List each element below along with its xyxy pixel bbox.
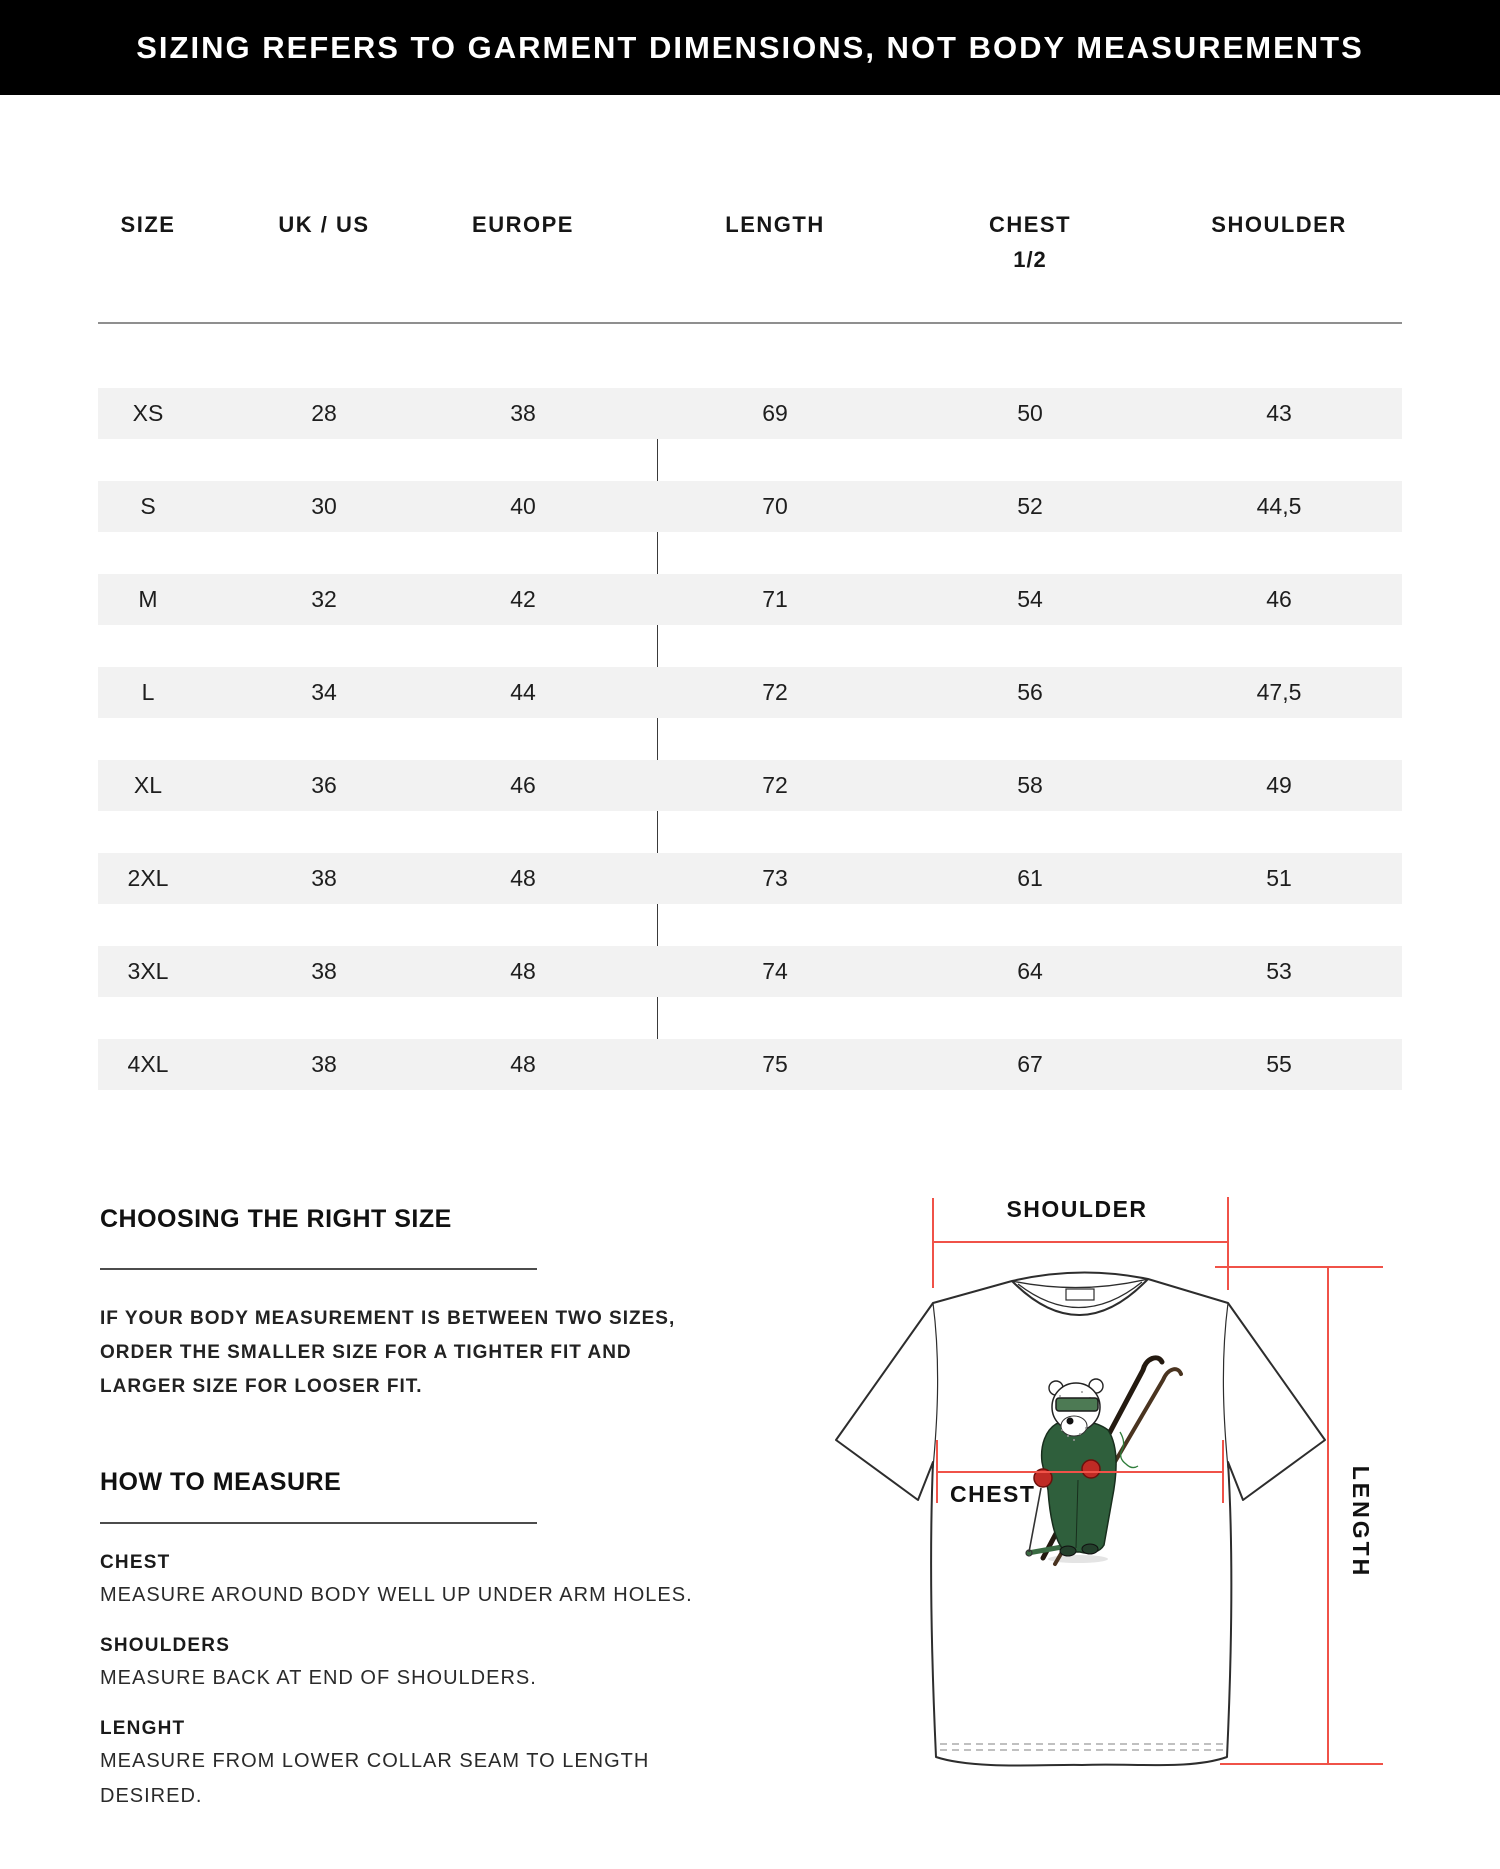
- cell-size: XL: [133, 772, 163, 798]
- table-row: [98, 667, 1402, 718]
- bear-mitten-right: [1082, 1460, 1100, 1478]
- column-header-uk-us: UK / US: [278, 212, 370, 237]
- cell-uk-us: 38: [311, 1051, 337, 1077]
- bear-boot-right: [1082, 1544, 1098, 1554]
- cell-size: XS: [132, 400, 164, 426]
- cell-length: 75: [762, 1051, 788, 1077]
- collar-size-tag: [1066, 1289, 1094, 1300]
- cell-chest-half: 61: [1017, 865, 1043, 891]
- cell-uk-us: 30: [311, 493, 337, 519]
- measure-item: [100, 1718, 693, 1814]
- cell-length: 70: [762, 493, 788, 519]
- choosing-size-title: CHOOSING THE RIGHT SIZE: [100, 1205, 452, 1233]
- top-banner: [0, 0, 1500, 95]
- cell-shoulder: 51: [1266, 865, 1292, 891]
- measure-item: [100, 1552, 693, 1613]
- cell-uk-us: 36: [311, 772, 337, 798]
- cell-size: L: [141, 679, 155, 705]
- cell-shoulder: 43: [1266, 400, 1292, 426]
- tshirt-diagram: [700, 1180, 1500, 1869]
- cell-chest-half: 56: [1017, 679, 1043, 705]
- table-row: [98, 388, 1402, 439]
- choosing-body-line: ORDER THE SMALLER SIZE FOR A TIGHTER FIT AND: [100, 1342, 632, 1363]
- cell-size: M: [138, 586, 158, 612]
- cell-length: 71: [762, 586, 788, 612]
- banner-text: SIZING REFERS TO GARMENT DIMENSIONS, NOT BODY MEASUREMENTS: [136, 29, 1364, 65]
- cell-shoulder: 44,5: [1256, 493, 1302, 519]
- table-row: [98, 574, 1402, 625]
- column-header-chest-sub: 1/2: [1013, 247, 1047, 272]
- cell-chest-half: 67: [1017, 1051, 1043, 1077]
- cell-chest-half: 54: [1017, 586, 1043, 612]
- cell-shoulder: 46: [1266, 586, 1292, 612]
- column-header-size: SIZE: [120, 212, 176, 237]
- cell-uk-us: 38: [311, 958, 337, 984]
- diagram-shoulder-label: SHOULDER: [1006, 1196, 1148, 1222]
- cell-length: 69: [762, 400, 788, 426]
- cell-chest-half: 64: [1017, 958, 1043, 984]
- header-underline: [98, 322, 1402, 324]
- choosing-body: [100, 1302, 675, 1404]
- diagram-chest-label: CHEST: [950, 1481, 1036, 1507]
- how-to-measure-title: HOW TO MEASURE: [100, 1468, 342, 1496]
- cell-europe: 42: [510, 586, 536, 612]
- choosing-body-line: IF YOUR BODY MEASUREMENT IS BETWEEN TWO SIZES,: [100, 1308, 676, 1329]
- measure-item-text: MEASURE AROUND BODY WELL UP UNDER ARM HOLES.: [100, 1584, 693, 1606]
- choosing-title-underline: [100, 1268, 537, 1270]
- cell-shoulder: 47,5: [1256, 679, 1302, 705]
- cell-size: 3XL: [127, 958, 169, 984]
- measure-item-text: DESIRED.: [100, 1785, 203, 1807]
- measure-item-text: MEASURE FROM LOWER COLLAR SEAM TO LENGTH: [100, 1750, 650, 1772]
- bear-muzzle: [1061, 1416, 1087, 1436]
- table-row: [98, 760, 1402, 811]
- cell-length: 74: [762, 958, 788, 984]
- cell-length: 72: [762, 772, 788, 798]
- cell-size: S: [140, 493, 156, 519]
- measure-item: [100, 1635, 693, 1696]
- cell-size: 2XL: [127, 865, 169, 891]
- column-header-length: LENGTH: [725, 212, 825, 237]
- column-header-europe: EUROPE: [472, 212, 574, 237]
- cell-uk-us: 32: [311, 586, 337, 612]
- bear-nose: [1067, 1418, 1074, 1425]
- column-header-shoulder: SHOULDER: [1211, 212, 1347, 237]
- cell-europe: 48: [510, 1051, 536, 1077]
- cell-length: 73: [762, 865, 788, 891]
- cell-length: 72: [762, 679, 788, 705]
- cell-shoulder: 55: [1266, 1051, 1292, 1077]
- cell-europe: 38: [510, 400, 536, 426]
- cell-chest-half: 58: [1017, 772, 1043, 798]
- table-row: [98, 1039, 1402, 1090]
- bear-boot-left: [1060, 1546, 1076, 1556]
- cell-uk-us: 34: [311, 679, 337, 705]
- cell-europe: 40: [510, 493, 536, 519]
- diagram-length-label: LENGTH: [1348, 1465, 1374, 1579]
- cell-europe: 48: [510, 865, 536, 891]
- measure-item-label: SHOULDERS: [100, 1635, 231, 1656]
- cell-uk-us: 28: [311, 400, 337, 426]
- table-row: [98, 853, 1402, 904]
- column-header-chest: CHEST: [988, 212, 1072, 237]
- cell-europe: 44: [510, 679, 536, 705]
- table-row: [98, 946, 1402, 997]
- cell-europe: 46: [510, 772, 536, 798]
- cell-size: 4XL: [127, 1051, 169, 1077]
- how-to-measure-underline: [100, 1522, 537, 1524]
- measure-items: [100, 1552, 693, 1836]
- cell-shoulder: 49: [1266, 772, 1292, 798]
- measure-item-label: LENGHT: [100, 1718, 186, 1739]
- bear-goggles: [1056, 1398, 1098, 1411]
- cell-uk-us: 38: [311, 865, 337, 891]
- cell-europe: 48: [510, 958, 536, 984]
- table-row: [98, 481, 1402, 532]
- cell-chest-half: 52: [1017, 493, 1043, 519]
- cell-chest-half: 50: [1017, 400, 1043, 426]
- measure-item-text: MEASURE BACK AT END OF SHOULDERS.: [100, 1667, 537, 1689]
- measure-item-label: CHEST: [100, 1552, 171, 1573]
- choosing-body-line: LARGER SIZE FOR LOOSER FIT.: [100, 1376, 423, 1397]
- cell-shoulder: 53: [1266, 958, 1292, 984]
